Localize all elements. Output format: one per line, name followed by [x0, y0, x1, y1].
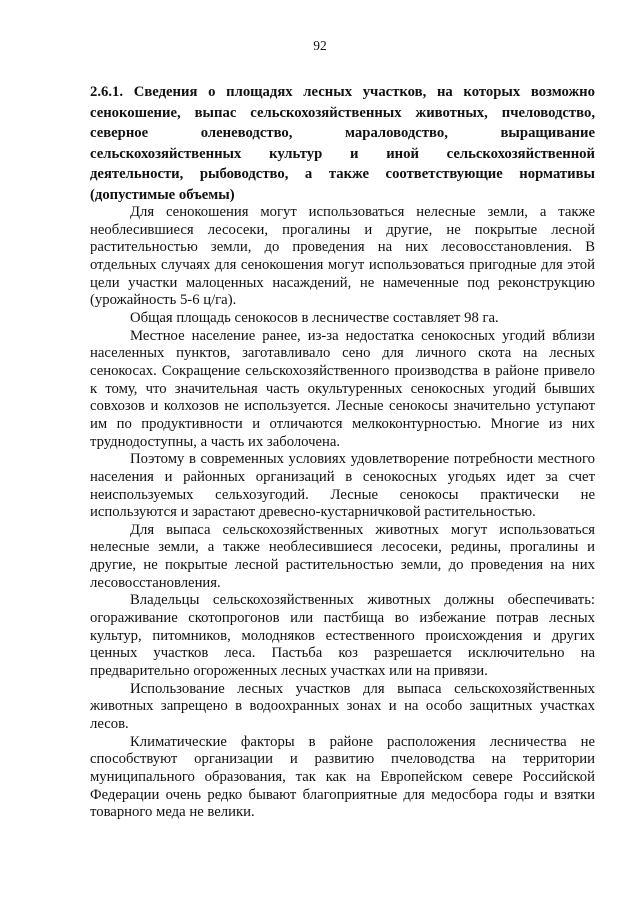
paragraph-current-conditions: Поэтому в современных условиях удовлетворение потребности местного населения и районных организаций в сенокосных угодьях идет за счет неиспользуемых сельхозугодий. Лесные сенокосы практически не используются и зарастают древесно-кустарничковой растительностью.	[90, 451, 595, 521]
paragraph-local-population: Местное население ранее, из-за недостатка сенокосных угодий вблизи населенных пунктов, заготавливало сено для личного скота на лесных сенокосах. Сокращение сельскохозяйственного производства в районе привело к тому, что значительная часть окультуренных сенокосных угодий бывших совхозов и колхозов не используется. Лесные сенокосы значительно уступают им по продуктивности и отличаются мелкоконтурностью. Многие из них труднодоступны, а часть их заболочена.	[90, 327, 595, 450]
paragraph-beekeeping-climate: Климатические факторы в районе расположения лесничества не способствуют организации и развитию пчеловодства на территории муниципального образования, так как на Европейском севере Российской Федерации очень редко бывают благоприятные для медосбора годы и взятки товарного меда не велики.	[90, 733, 595, 821]
body-text	[90, 204, 595, 822]
paragraph-owner-obligations: Владельцы сельскохозяйственных животных должны обеспечивать: огораживание скотопрогонов или пастбища во избежание потрав лесных культур, питомников, молодняков естественного происхождения и других ценных участков леса. Пастьба коз разрешается исключительно на предварительно огороженных лесных участках или на привязи.	[90, 592, 595, 680]
paragraph-total-area: Общая площадь сенокосов в лесничестве составляет 98 га.	[130, 309, 499, 326]
paragraph-hay-lands: Для сенокошения могут использоваться нелесные земли, а также необлесившиеся лесосеки, прогалины и другие, не покрытые лесной растительностью земли, до проведения на них лесовосстановления. В отдельных случаях для сенокошения могут использоваться пригодные для этой цели участки малоценных насаждений, не намеченные под реконструкцию (урожайность 5-6 ц/га).	[90, 204, 595, 309]
paragraph-grazing-prohibition: Использование лесных участков для выпаса сельскохозяйственных животных запрещено в водоохранных зонах и на особо защитных участках лесов.	[90, 680, 595, 733]
section-heading: 2.6.1. Сведения о площадях лесных участков, на которых возможно сенокошение, выпас сельскохозяйственных животных, пчеловодство, северное оленеводство, мараловодство, выращивание сельскохозяйственных культур и иной сельскохозяйственной деятельности, рыбоводство, а также соответствующие нормативы (допустимые объемы)	[90, 84, 595, 203]
page-number: 92	[313, 38, 327, 53]
paragraph-grazing-lands: Для выпаса сельскохозяйственных животных могут использоваться нелесные земли, а также необлесившиеся лесосеки, редины, прогалины и другие, не покрытые лесной растительностью земли, до проведения на них лесовосстановления.	[90, 521, 595, 591]
